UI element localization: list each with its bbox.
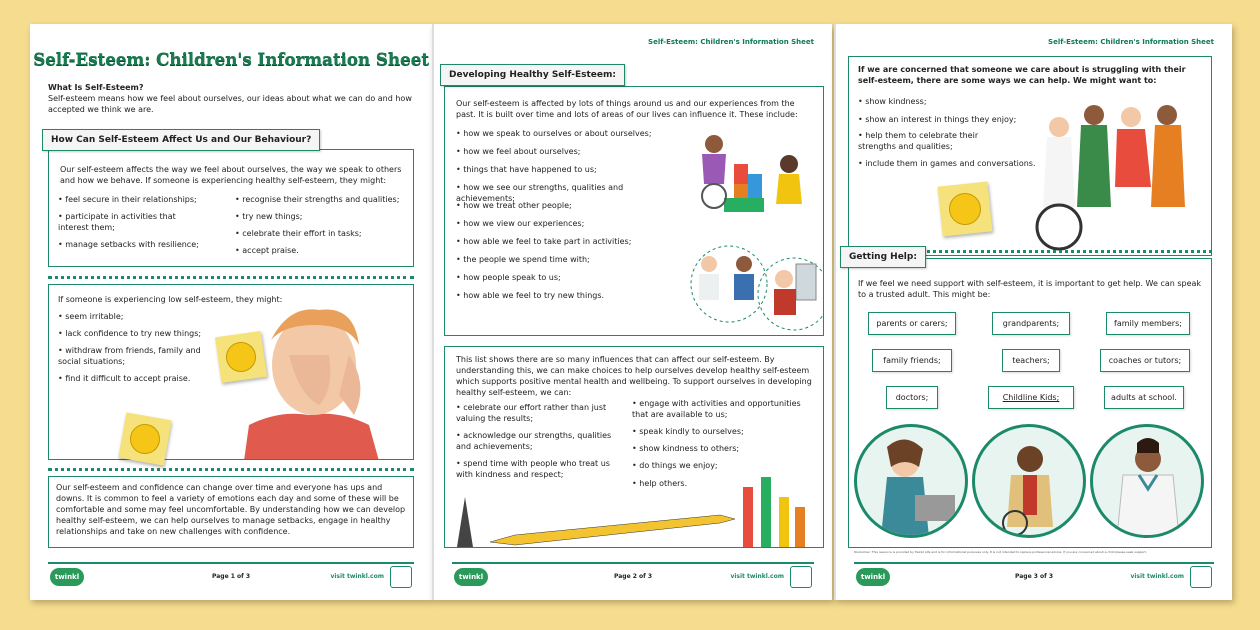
list-item: • acknowledge our strengths, qualities and achievements; — [456, 430, 621, 452]
page-number: Page 3 of 3 — [1015, 573, 1053, 580]
page-header: Self-Esteem: Children's Information Sheet — [648, 38, 814, 46]
page-header: Self-Esteem: Children's Information Sheet — [1048, 38, 1214, 46]
intro-text: Our self-esteem is affected by lots of things around us and our experiences from the past. It is built over time and lots of areas of our lives can influence it. These include: — [456, 99, 798, 119]
footer-divider — [48, 562, 414, 564]
affect-text: Our self-esteem affects the way we feel about ourselves, the way we speak to others and how we behave. If someone is experiencing healthy self-esteem, they might: — [60, 165, 402, 185]
list-item: • the people we spend time with; — [456, 254, 676, 265]
footer-divider — [854, 562, 1214, 564]
twinkl-logo: twinkl LIFE — [454, 568, 488, 586]
list-item: • how able we feel to try new things. — [456, 290, 676, 301]
visit-link[interactable]: visit twinkl.com — [1130, 573, 1184, 580]
page-number: Page 2 of 3 — [614, 573, 652, 580]
list-item: • celebrate our effort rather than just valuing the results; — [456, 402, 621, 424]
visit-link[interactable]: visit twinkl.com — [330, 573, 384, 580]
list-item: • how we treat other people; — [456, 200, 676, 211]
list-item: • try new things; — [235, 211, 410, 222]
helper-item: family members; — [1106, 312, 1190, 335]
helper-item: doctors; — [886, 386, 938, 409]
smiley-icon — [128, 422, 163, 457]
sticky-note — [215, 331, 267, 383]
list-item: • show kindness; — [858, 96, 1028, 107]
list-item: • manage setbacks with resilience; — [58, 239, 228, 250]
concern-heading: If we are concerned that someone we care about is struggling with their self-esteem, there are some ways we can help. We might want to: — [858, 65, 1186, 85]
sticky-note — [118, 412, 171, 465]
helper-item: teachers; — [1002, 349, 1060, 372]
visit-link[interactable]: visit twinkl.com — [730, 573, 784, 580]
list-item: • how able we feel to take part in activities; — [456, 236, 676, 247]
list-item: • how we speak to ourselves or about ourselves; — [456, 128, 676, 139]
worried-face-icon — [224, 340, 258, 374]
list-item: • do things we enjoy; — [632, 460, 812, 471]
concern-box — [848, 56, 1212, 256]
list-item: • engage with activities and opportunities that are available to us; — [632, 398, 812, 420]
getting-help-tag: Getting Help: — [840, 246, 926, 268]
helper-item: parents or carers; — [868, 312, 956, 335]
doctor-illustration — [1090, 424, 1204, 538]
list-item: • show an interest in things they enjoy; — [858, 114, 1028, 125]
footer-divider — [452, 562, 814, 564]
page-3 — [834, 24, 1232, 600]
list-item: • celebrate their effort in tasks; — [235, 228, 410, 239]
list-item: • speak kindly to ourselves; — [632, 426, 812, 437]
page-1 — [30, 24, 432, 600]
helper-item: family friends; — [872, 349, 952, 372]
list-item: • help others. — [632, 478, 812, 489]
disclaimer: Disclaimer: This resource is provided by Twinkl Life and is for informational purposes only. It is not intended to replace professional advice. If you are concerned about a child please seek support. — [854, 550, 1147, 554]
list-item: • seem irritable; — [58, 311, 228, 322]
helper-item: adults at school. — [1104, 386, 1184, 409]
list-item: • recognise their strengths and qualities; — [235, 194, 410, 205]
children-illustration — [684, 124, 824, 334]
list-item: • how people speak to us; — [456, 272, 676, 283]
sticky-note — [938, 182, 993, 237]
page-title: Self-Esteem: Children's Information Sheet — [33, 50, 429, 70]
what-text: Self-esteem means how we feel about ourselves, our ideas about what we can do and how accepted we think we are. — [48, 94, 412, 114]
list-item: • show kindness to others; — [632, 443, 812, 454]
twinkl-logo: twinkl LIFE — [50, 568, 84, 586]
helper-item: coaches or tutors; — [1100, 349, 1190, 372]
badge-icon — [790, 566, 812, 588]
page-2 — [432, 24, 832, 600]
list-item: • feel secure in their relationships; — [58, 194, 228, 205]
list-item: • accept praise. — [235, 245, 410, 256]
smiley-icon — [947, 191, 982, 226]
list-item: • spend time with people who treat us with kindness and respect; — [456, 458, 621, 480]
list-item: • help them to celebrate their strengths and qualities; — [858, 130, 1008, 152]
list-item: • lack confidence to try new things; — [58, 328, 228, 339]
developing-tag: Developing Healthy Self-Esteem: — [440, 64, 625, 86]
list-text: This list shows there are so many influences that can affect our self-esteem. By understanding this, we can make choices to help ourselves develop healthy self-esteem which supports positive mental health and wellbeing. To support ourselves in developing healthy self-esteem, we can: — [456, 355, 812, 397]
list-item: • find it difficult to accept praise. — [58, 373, 228, 384]
list-item: • how we see our strengths, qualities and achievements; — [456, 182, 676, 204]
list-item: • include them in games and conversations. — [858, 158, 1048, 169]
divider — [48, 468, 414, 471]
twinkl-logo: twinkl LIFE — [856, 568, 890, 586]
list-item: • withdraw from friends, family and social situations; — [58, 345, 208, 367]
what-heading: What Is Self-Esteem? — [48, 83, 144, 92]
affect-tag: How Can Self-Esteem Affect Us and Our Behaviour? — [42, 129, 320, 151]
child-laptop-illustration — [854, 424, 968, 538]
helper-item: grandparents; — [992, 312, 1070, 335]
list-item: • how we view our experiences; — [456, 218, 676, 229]
teacher-illustration — [972, 424, 1086, 538]
friends-illustration — [849, 57, 1212, 256]
divider — [48, 276, 414, 279]
list-item: • how we feel about ourselves; — [456, 146, 676, 157]
badge-icon — [390, 566, 412, 588]
childline-link[interactable]: Childline Kids; — [988, 386, 1074, 409]
page-number: Page 1 of 3 — [212, 573, 250, 580]
badge-icon — [1190, 566, 1212, 588]
list-item: • participate in activities that interest them; — [58, 211, 208, 233]
list-item: • things that have happened to us; — [456, 164, 676, 175]
getting-help-text: If we feel we need support with self-esteem, it is important to get help. We can speak to a trusted adult. This might be: — [858, 279, 1202, 299]
closing-text: Our self-esteem and confidence can change over time and everyone has ups and downs. It is common to feel a variety of emotions each day and some of these will be comfortable and some may feel uncomfortable. By understanding how we can develop healthy self-esteem, we can help ourselves to manage setbacks, engage in healthy relationships and take on new challenges with confidence. — [56, 483, 406, 536]
low-heading: If someone is experiencing low self-esteem, they might: — [58, 295, 283, 304]
